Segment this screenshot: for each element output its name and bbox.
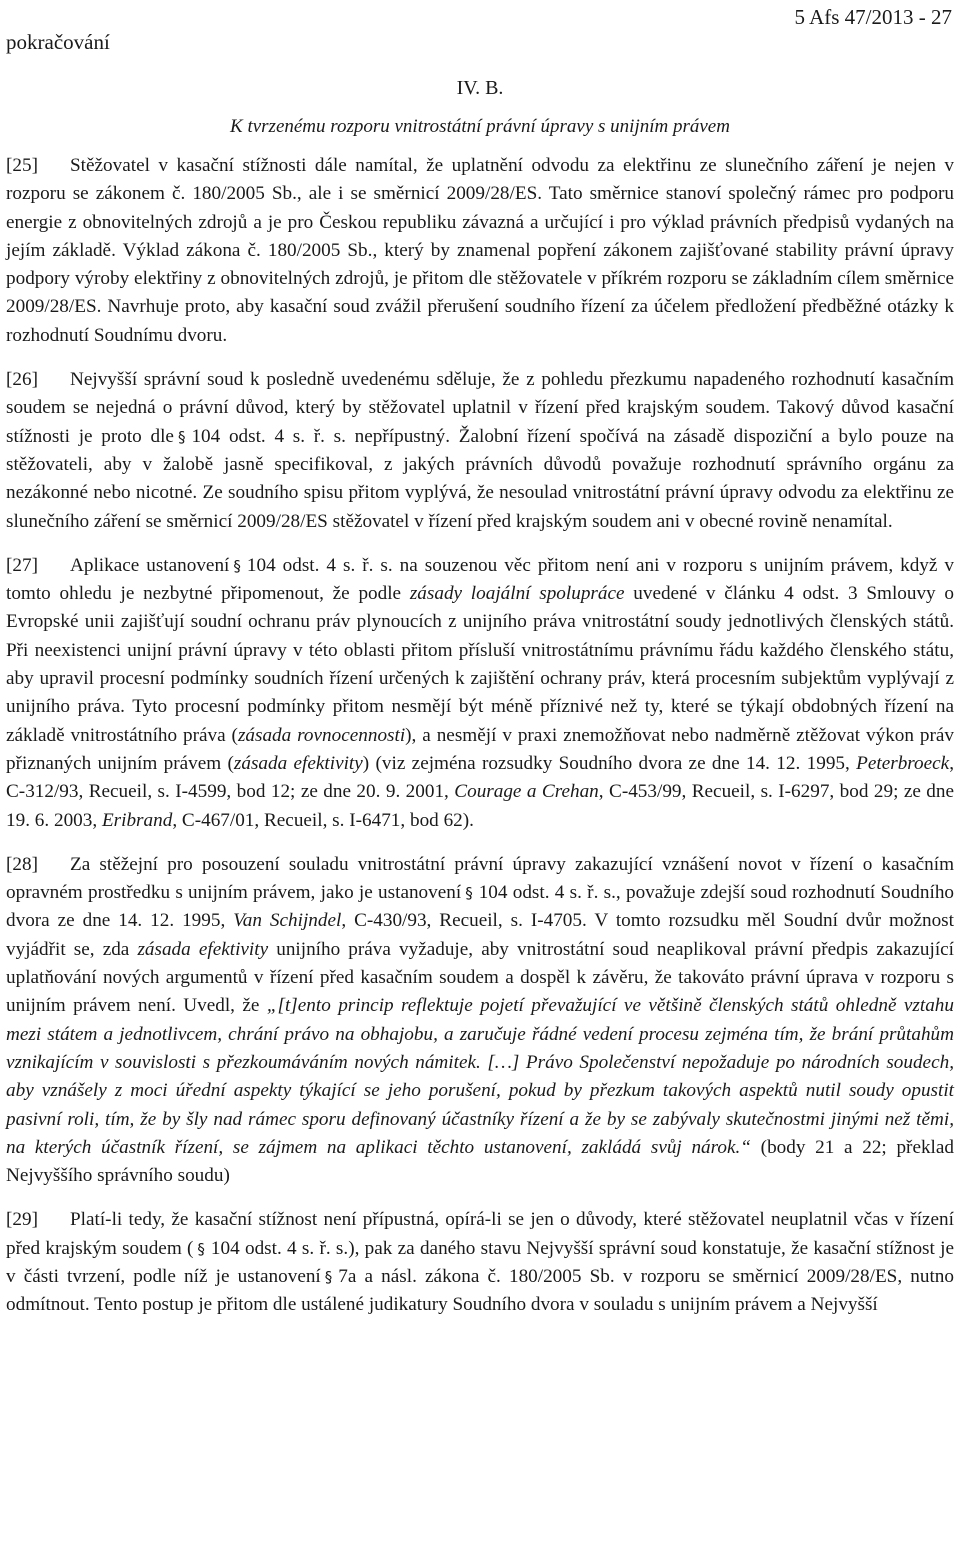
section-symbol: § xyxy=(233,556,241,575)
paragraph xyxy=(6,366,954,536)
section-number: IV. B. xyxy=(456,77,504,99)
paragraph-text: 104 odst. 4 s. ř. s. na souzenou věc přitom není ani v rozporu s unijním právem, když v tomto ohledu je nezbytné připomenout, že podle xyxy=(6,554,954,605)
paragraph-text: 104 odst. 4 s. ř. s. nepřípustný. Žalobní řízení spočívá na zásadě dispoziční a bylo pouze na stěžovateli, aby v žalobě jasně specifikoval, z jakých právních důvodů považuje rozhodnutí správního orgánu za nezákonné nebo nicotné. Ze soudního spisu přitom vyplývá, že nesoulad vnitrostátní právní úpravy odvodu za elektřinu ze slunečního záření se směrnicí 2009/28/ES stěžovatel v řízení před krajským soudem ani v obecné rovině nenamítal. xyxy=(6,425,954,532)
paragraph-text: , C-453/99, Recueil, s. I-6297, bod 29; ze dne 19. 6. 2003, xyxy=(6,781,955,831)
section-symbol: § xyxy=(197,1239,205,1258)
paragraph xyxy=(6,851,954,1191)
section-symbol: § xyxy=(465,884,473,903)
paragraph-number: [25] xyxy=(6,155,38,176)
italic-text: zásada rovnocennosti xyxy=(237,724,406,746)
paragraph xyxy=(6,152,954,350)
document-body xyxy=(6,152,954,1320)
paragraph-text: Nejvyšší správní soud k posledně uvedenému sděluje, že z pohledu přezkumu napadeného rozhodnutí kasačním soudem se nejedná o právní důvod, který by stěžovatel uplatnil v řízení před krajským soudem. Takový důvod kasační stížnosti je proto dle xyxy=(6,369,954,447)
paragraph-text: Aplikace ustanovení xyxy=(70,554,230,576)
paragraph xyxy=(6,1206,954,1319)
italic-text: „[t]ento princip reflektuje pojetí převažující ve většině členských států ohledně vztahu mezi státem a jednotlivcem, chrání právo na obhajobu, a zaručuje řádné vedení procesu zejména tím, že brání průtahům vznikajícím v souvislosti s přezkoumáváním nových námitek. […] Právo Společenství nepožaduje po národních soudech, aby vznášely z moci úřední aspekty týkající se jeho porušení, pokud by přezkum takových aspektů nutil soudy opustit pasivní roli, tím, že by šly nad rámec sporu definovaný účastníky řízení a že by se zabývaly skutečnostmi jinými než těmi, na kterých účastník řízení, se zájmem na aplikaci těchto ustanovení, zakládá svůj nárok.“ xyxy=(6,995,954,1158)
italic-text: zásada efektivity xyxy=(137,938,269,960)
paragraph-text: 7a a násl. zákona č. 180/2005 Sb. v rozporu se směrnicí 2009/28/ES, nutno odmítnout. Tento postup je přitom dle ustálené judikatury Soudního dvora v souladu s unijním právem a Nejvyšší xyxy=(6,1265,954,1316)
paragraph-text: unijního práva vyžaduje, aby vnitrostátní soud neaplikoval právní předpis zakazující uplatňování nových argumentů v řízení před kasačním soudem a dospěl k závěru, že takováto právní úprava v rozporu s unijním právem není. Uvedl, že xyxy=(6,938,955,1017)
italic-text: zásady loajální spolupráce xyxy=(409,583,625,605)
italic-text: zásada efektivity xyxy=(233,752,363,774)
paragraph-text: , C-430/93, Recueil, s. I-4705. V tomto rozsudku měl Soudní dvůr možnost vyjádřit se, zda xyxy=(6,910,954,960)
section-symbol: § xyxy=(324,1267,333,1286)
paragraph-text: Platí-li tedy, že kasační stížnost není přípustná, opírá-li se jen o důvody, které stěžovatel neuplatnil včas v řízení před krajským soudem ( xyxy=(6,1209,954,1259)
continuation-label: pokračování xyxy=(6,30,110,54)
section-symbol: § xyxy=(177,427,186,446)
section-title: K tvrzenému rozporu vnitrostátní právní úpravy s unijním právem xyxy=(230,116,730,137)
paragraph-text: ), a nesmějí v praxi znemožňovat nebo nadměrně ztěžovat výkon práv přiznaných unijním právem ( xyxy=(6,724,954,774)
paragraph-number: [27] xyxy=(6,554,38,576)
paragraph-number: [29] xyxy=(6,1209,38,1231)
italic-text: Eribrand xyxy=(101,809,173,831)
paragraph-number: [28] xyxy=(6,853,38,875)
paragraph-text: , C-312/93, Recueil, s. I-4599, bod 12; ze dne 20. 9. 2001, xyxy=(6,752,954,803)
paragraph-text: Stěžovatel v kasační stížnosti dále namítal, že uplatnění odvodu za elektřinu ze slunečního záření je nejen v rozporu se zákonem č. 180/2005 Sb., ale i se směrnicí 2009/28/ES. Tato směrnice stanoví společný rámec pro podporu energie z obnovitelných zdrojů a je pro Českou republiku závazná a určující i pro výklad právních předpisů vydaných na jejím základě. Výklad zákona č. 180/2005 Sb., který by znamenal popření zákonem zajišťované stability právní úpravy podpory výroby elektřiny z obnovitelných zdrojů, je přitom dle stěžovatele v příkrém rozporu se základním cílem směrnice 2009/28/ES. Navrhuje proto, aby kasační soud zvážil přerušení soudního řízení za účelem předložení předběžné otázky k rozhodnutí Soudnímu dvoru. xyxy=(6,155,954,346)
paragraph-number: [26] xyxy=(6,369,38,391)
paragraph-text: Za stěžejní pro posouzení souladu vnitrostátní právní úpravy zakazující vznášení novot v řízení o kasačním opravném prostředku s unijním právem, jako je ustanovení xyxy=(6,853,954,904)
paragraph-text: (body 21 a 22; překlad Nejvyššího správního soudu) xyxy=(6,1136,954,1187)
italic-text: Peterbroeck xyxy=(856,752,950,774)
paragraph-text: ) (viz zejména rozsudky Soudního dvora ze dne 14. 12. 1995, xyxy=(362,752,857,774)
italic-text: Courage a Crehan xyxy=(454,781,599,803)
paragraph-text: 104 odst. 4 s. ř. s.), pak za daného stavu Nejvyšší správní soud konstatuje, že kasační stížnost je v části tvrzení, podle níž je ustanovení xyxy=(6,1237,954,1287)
paragraph-text: uvedené v článku 4 odst. 3 Smlouvy o Evropské unii zajišťují soudní ochranu práv plynoucích z unijního práva vnitrostátní soudy jednotlivých členských států. Při neexistenci unijní právní úpravy v této oblasti přitom přísluší vnitrostátnímu právnímu řádu každého členského státu, aby upravil procesní podmínky soudních řízení určených k zajištění ochrany práv, která procesním subjektům vyplývají z unijního práva. Tyto procesní podmínky přitom nesmějí být méně příznivé než ty, které se týkají obdobných řízení na základě vnitrostátního práva ( xyxy=(6,583,954,746)
paragraph xyxy=(6,552,954,835)
case-reference: 5 Afs 47/2013 - 27 xyxy=(794,5,952,29)
paragraph-text: 104 odst. 4 s. ř. s., považuje zdejší soud rozhodnutí Soudního dvora ze dne 14. 12. 1995, xyxy=(6,882,955,932)
paragraph-text: , C-467/01, Recueil, s. I-6471, bod 62). xyxy=(172,809,474,831)
italic-text: Van Schijndel xyxy=(233,910,342,932)
